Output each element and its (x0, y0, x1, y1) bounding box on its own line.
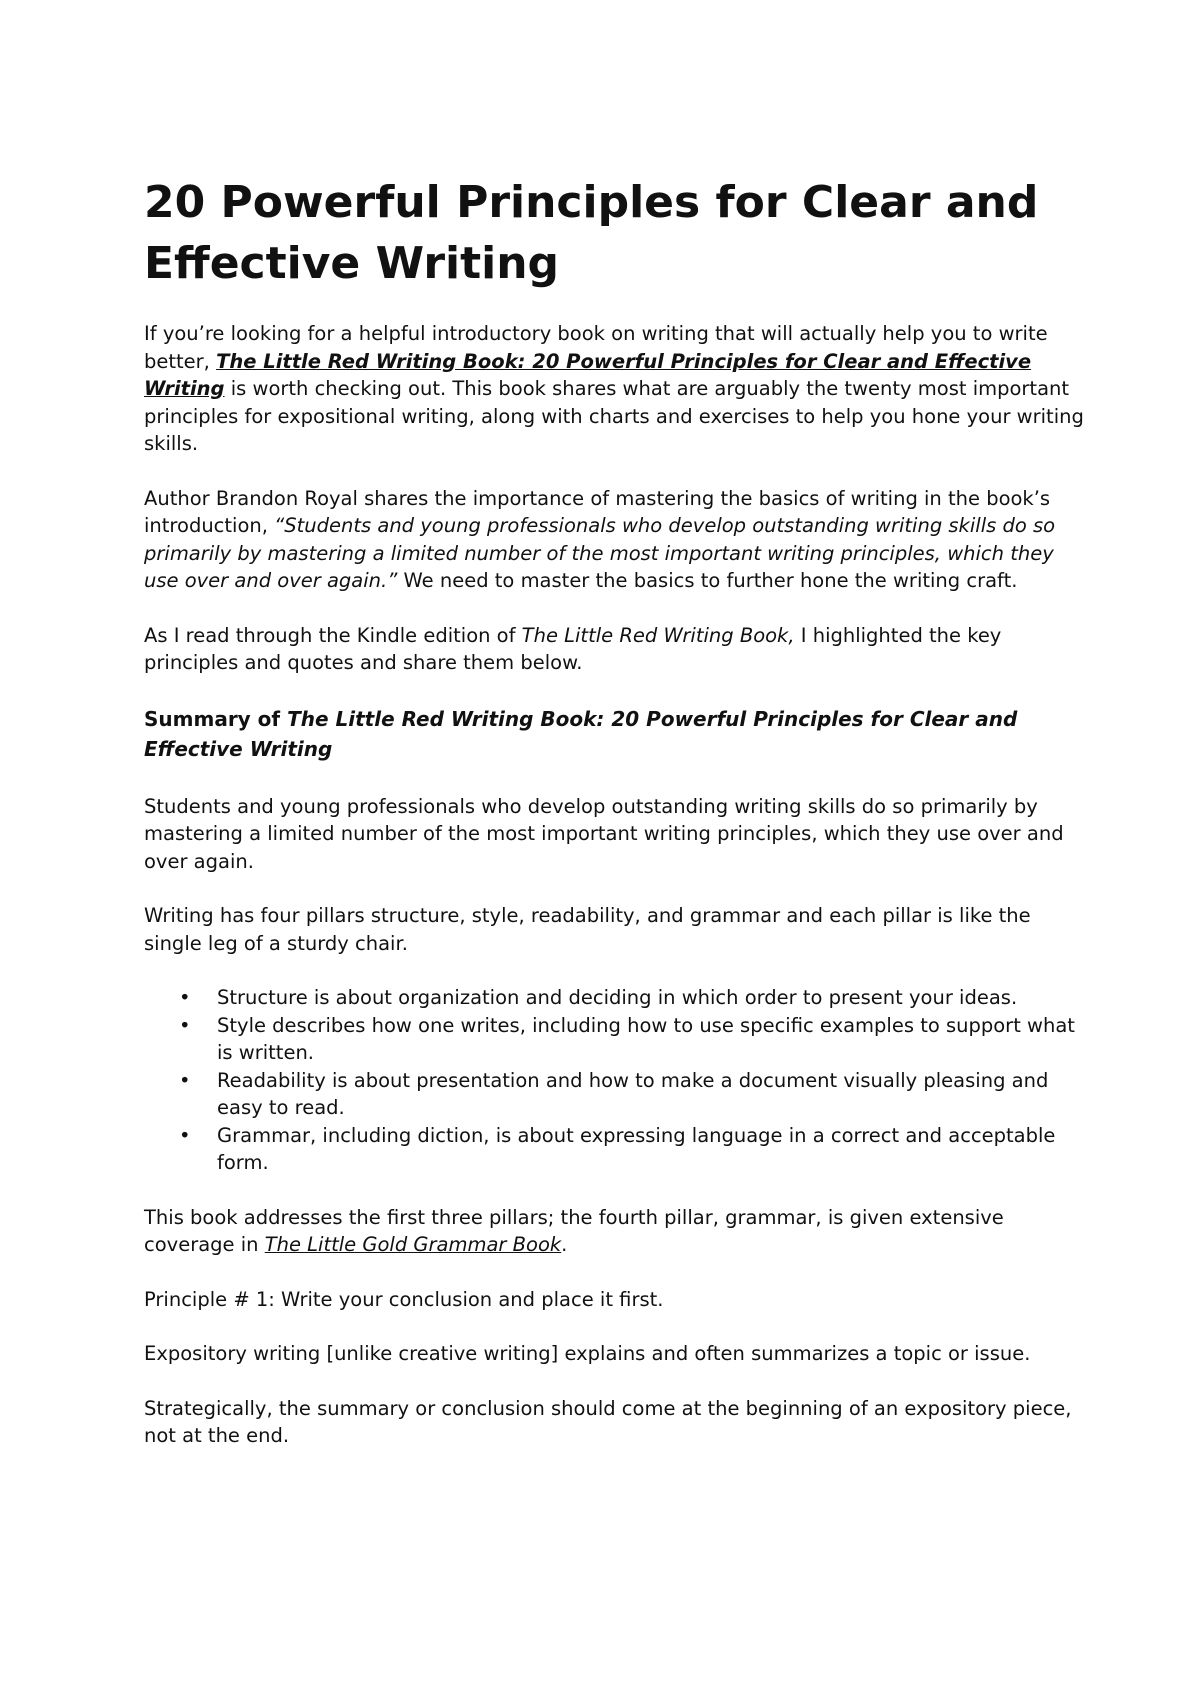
book-link[interactable]: The Little Red Writing Book: 20 Powerful Principles for Clear and Effective Writing (144, 349, 1032, 400)
bullet-icon: • (179, 1068, 191, 1092)
pillars-paragraph: Writing has four pillars structure, style, readability, and grammar and each pillar is like the single leg of a sturdy chair. (144, 904, 1031, 955)
intro-paragraph (144, 320, 1084, 458)
grammar-paragraph (144, 1204, 1084, 1259)
grammar-text-post: . (561, 1233, 568, 1256)
grammar-text-pre: This book addresses the first three pillars; the fourth pillar, grammar, is given extensive coverage in (144, 1205, 1004, 1256)
list-item (179, 1067, 1084, 1122)
summary-heading-title: The Little Red Writing Book: 20 Powerful Principles for Clear and Effective Writing (144, 706, 1018, 761)
intro-text-pre: If you’re looking for a helpful introductory book on writing that will actually help you to write better, (144, 322, 1048, 373)
kindle-book-title: The Little Red Writing Book, (521, 623, 795, 647)
list-item-text: Style describes how one writes, including how to use specific examples to support what is written. (217, 1013, 1075, 1064)
principle-1: Principle # 1: Write your conclusion and place it first. (144, 1287, 664, 1311)
kindle-text-post: I highlighted the key principles and quotes and share them below. (144, 623, 1002, 674)
expository-paragraph: Expository writing [unlike creative writing] explains and often summarizes a topic or issue. (144, 1342, 1031, 1365)
bullet-icon: • (179, 1123, 191, 1147)
page-title: 20 Powerful Principles for Clear and Effective Writing (144, 177, 1039, 289)
author-paragraph (144, 485, 1084, 595)
summary-heading (144, 704, 1084, 764)
list-item-text: Structure is about organization and deciding in which order to present your ideas. (217, 986, 1018, 1009)
list-item-text: Readability is about presentation and how to make a document visually pleasing and easy to read. (217, 1068, 1049, 1119)
list-item-text: Grammar, including diction, is about expressing language in a correct and acceptable form. (217, 1123, 1056, 1174)
students-paragraph: Students and young professionals who develop outstanding writing skills do so primarily by mastering a limited number of the most important writing principles, which they use over and over again. (144, 794, 1064, 873)
pillars-list (144, 984, 1084, 1177)
author-text-post: We need to master the basics to further hone the writing craft. (397, 569, 1018, 592)
grammar-book-link[interactable]: The Little Gold Grammar Book (264, 1233, 562, 1256)
bullet-icon: • (179, 1013, 191, 1037)
summary-heading-pre: Summary of (144, 706, 288, 731)
list-item (179, 984, 1084, 1012)
strategic-paragraph: Strategically, the summary or conclusion should come at the beginning of an expository piece, not at the end. (144, 1396, 1072, 1447)
author-quote: “Students and young professionals who develop outstanding writing skills do so primarily by mastering a limited number of the most important writing principles, which they use over and over again.” (144, 514, 1056, 592)
document-page (144, 172, 1084, 1477)
kindle-text-pre: As I read through the Kindle edition of (144, 623, 522, 647)
kindle-paragraph (144, 622, 1084, 677)
list-item (179, 1012, 1084, 1067)
list-item (179, 1122, 1084, 1177)
bullet-icon: • (179, 986, 191, 1009)
author-text-pre: Author Brandon Royal shares the importance of mastering the basics of writing in the book’s introduction, (144, 486, 1051, 537)
intro-text-post: is worth checking out. This book shares what are arguably the twenty most important principles for expositional writing, along with charts and exercises to help you hone your writing skills. (144, 377, 1084, 455)
